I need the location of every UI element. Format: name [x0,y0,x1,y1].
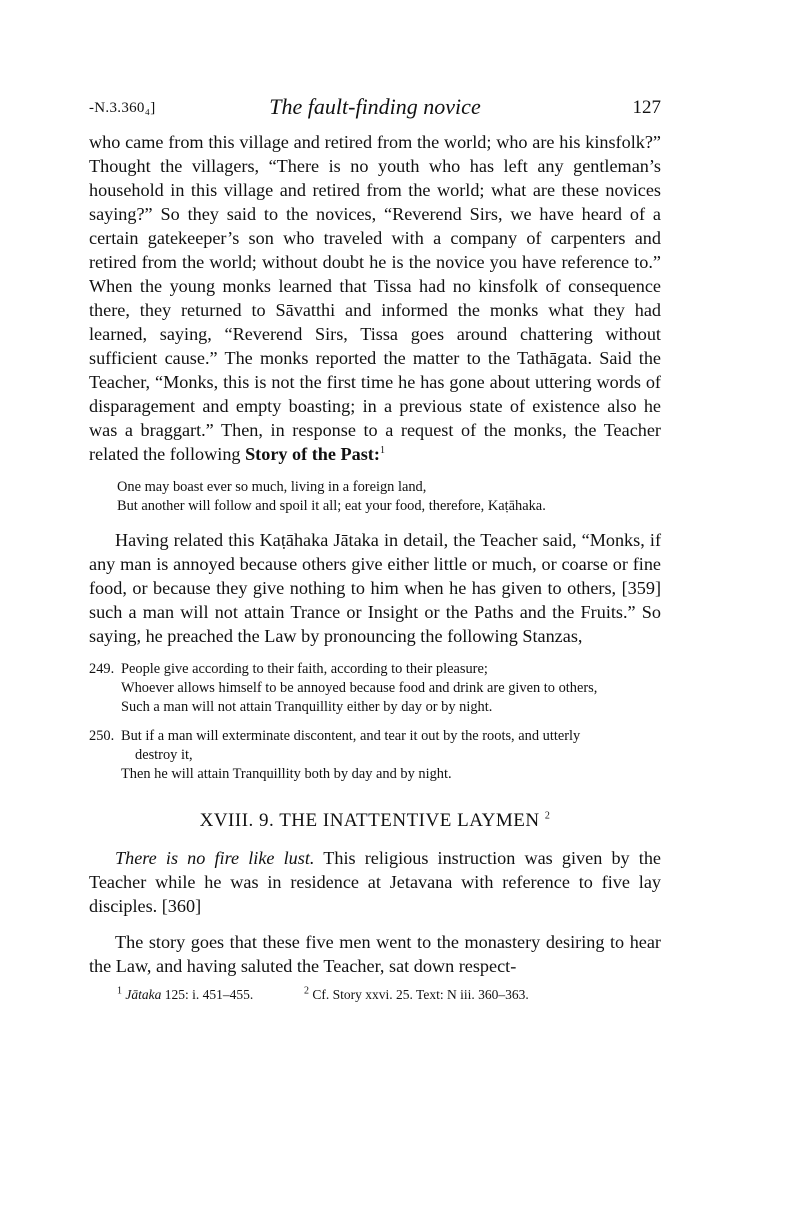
stanza-line: Whoever allows himself to be annoyed because food and drink are given to others, [121,680,598,696]
paragraph-1 [89,130,661,466]
page-number: 127 [632,97,661,118]
paragraph-1-text: who came from this village and retired from the world; who are his kinsfolk?” Thought the villagers, “There is no youth who has left any gentleman’s household in this village and retired from the world; what are these novices saying?” So they said to the novices, “Reverend Sirs, we have heard of a certain gatekeeper’s son who traveled with a company of carpenters and retired from the world; without doubt he is the novice you have reference to.” When the young monks learned that Tissa had no kinsfolk of consequence there, they returned to Sāvatthi and informed the monks what they had learned, saying, “Reverend Sirs, Tissa goes around chattering without sufficient cause.” The monks reported the matter to the Tathāgata. Said the Teacher, “Monks, this is not the first time he has gone about uttering words of disparagement and empty boasting; in a previous state of existence also he was a braggart.” Then, in response to a request of the monks, the Teacher related the following [89,132,661,464]
footnotes [89,986,661,1004]
verse-line-1: One may boast ever so much, living in a foreign land, [117,479,427,495]
footnote-ref-2: 2 [544,810,551,822]
verse-line-2: But another will follow and spoil it all; eat your food, therefore, Kaṭāhaka. [117,498,546,514]
footnote-1-mark: 1 [117,985,122,997]
stanza-line: Such a man will not attain Tranquillity either by day or by night. [121,699,493,715]
section-heading-text: XVIII. 9. THE INATTENTIVE LAYMEN [199,810,540,831]
footnote-ref-1: 1 [379,444,385,456]
verse-block [117,478,661,516]
page-body [89,130,661,1004]
stanza-line: But if a man will exterminate discontent, and tear it out by the roots, and utterly [121,728,581,744]
stanza-line: destroy it, [135,747,193,763]
stanza-250 [89,727,661,784]
footnote-1-text: 125: i. 451–455. [161,987,254,1002]
paragraph-3-text: This religious instruction was given by the Teacher while he was in residence at Jetavana with reference to five lay disciples. [360] [89,848,662,916]
paragraph-3-lead: There is no fire like lust. [115,848,315,868]
stanza-line: Then he will attain Tranquillity both by day and by night. [121,766,452,782]
running-header [89,96,661,126]
stanza-249 [89,660,661,717]
paragraph-3 [89,846,661,918]
footnote-1-italic: Jātaka [125,987,162,1002]
stanza-line: People give according to their faith, according to their pleasure; [121,661,488,677]
stanzas [89,660,661,784]
story-of-the-past-label: Story of the Past: [245,444,380,464]
footnote-2-text: Cf. Story xxvi. 25. Text: N iii. 360–363. [312,987,529,1002]
stanza-number: 249. [89,661,115,677]
header-title: The fault-finding novice [269,94,481,119]
footnote-2-mark: 2 [304,985,310,997]
paragraph-2: Having related this Kaṭāhaka Jātaka in detail, the Teacher said, “Monks, if any man is annoyed because others give either little or much, or coarse or fine food, or because they give nothing to him when he has given to others, [359] such a man will not attain Trance or Insight or the Paths and the Fruits.” So saying, he preached the Law by pronouncing the following Stanzas, [89,530,661,646]
stanza-number: 250. [89,728,115,744]
section-heading [89,810,661,832]
paragraph-4: The story goes that these five men went to the monastery desiring to hear the Law, and having saluted the Teacher, sat down respect- [89,932,661,976]
header-reference: -N.3.360₄] [89,100,156,116]
